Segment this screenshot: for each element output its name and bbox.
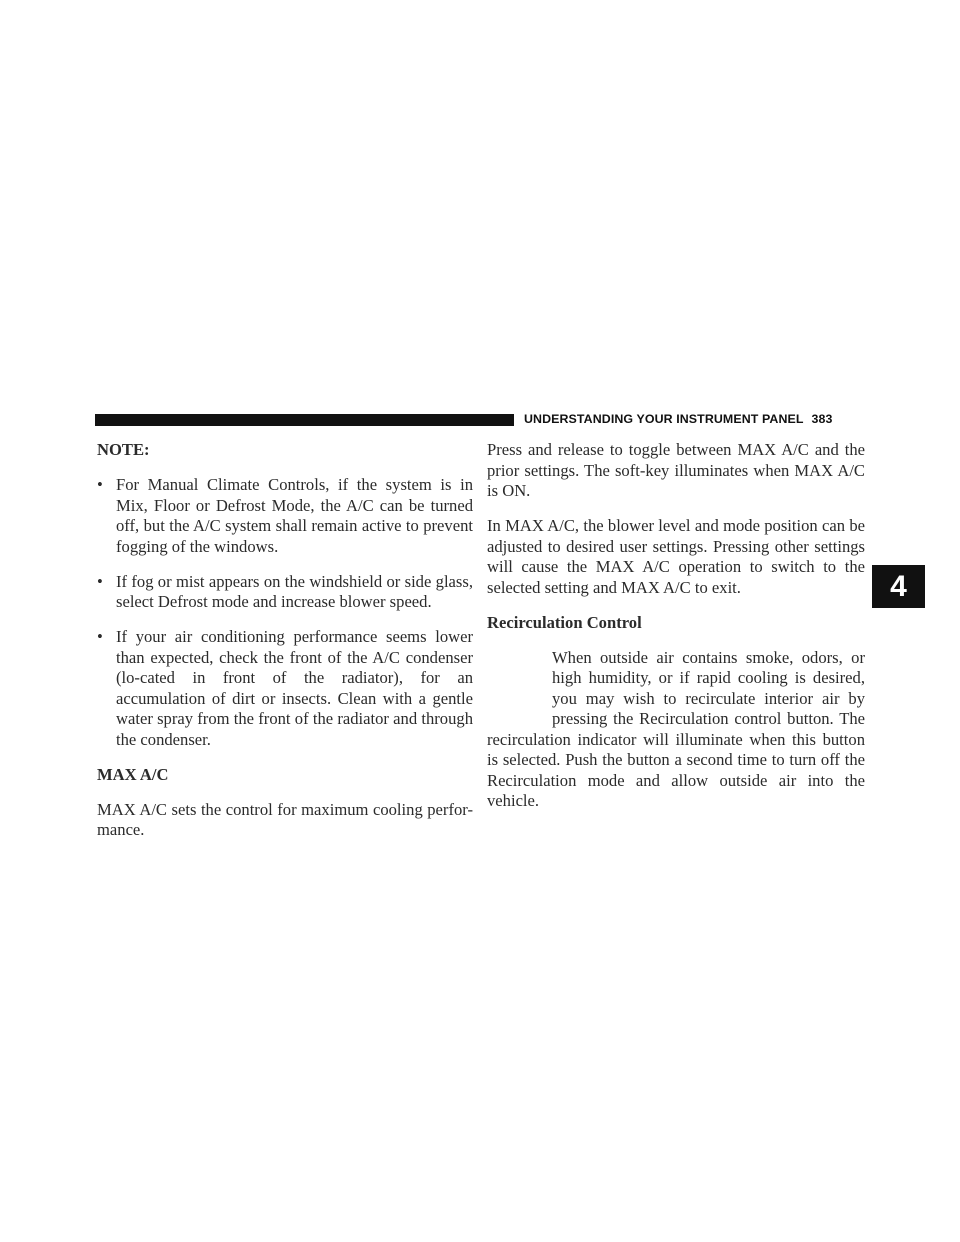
max-ac-settings-paragraph: In MAX A/C, the blower level and mode position can be adjusted to desired user settings. Pressing other settings will cause the MAX A/C operation to switch to the selected setting and MAX A/C to exit. (487, 516, 865, 597)
bullet-text: If your air conditioning performance seems lower than expected, check the front of the A/C condenser (lo-cated in front of the radiator), for an accumulation of dirt or insects. Clean with a gentle water spray from the front of the radiator and through the condenser. (116, 627, 473, 749)
max-ac-paragraph: MAX A/C sets the control for maximum cooling perfor-mance. (97, 799, 473, 839)
note-heading: NOTE: (97, 440, 150, 459)
bullet-item (97, 572, 473, 613)
left-column (97, 440, 473, 855)
note-bullet-list (97, 475, 473, 750)
bullet-text: For Manual Climate Controls, if the system is in Mix, Floor or Defrost Mode, the A/C can be turned off, but the A/C system shall remain active to prevent fogging of the windows. (116, 475, 473, 556)
bullet-icon: • (97, 475, 103, 494)
chapter-tab: 4 (872, 565, 925, 608)
bullet-item (97, 475, 473, 557)
bullet-item (97, 627, 473, 750)
bullet-icon: • (97, 571, 103, 591)
recirculation-heading: Recirculation Control (487, 612, 642, 632)
right-column (487, 440, 865, 812)
running-header (524, 412, 864, 426)
max-ac-toggle-paragraph: Press and release to toggle between MAX A/C and the prior settings. The soft-key illuminates when MAX A/C is ON. (487, 440, 865, 500)
max-ac-heading: MAX A/C (97, 764, 169, 784)
bullet-text: If fog or mist appears on the windshield or side glass, select Defrost mode and increase blower speed. (116, 571, 473, 611)
recirculation-icon-placeholder (487, 648, 552, 728)
page-number: 383 (811, 412, 833, 426)
recirculation-block (487, 648, 865, 812)
header-rule (95, 414, 514, 426)
section-title: UNDERSTANDING YOUR INSTRUMENT PANEL (524, 412, 804, 426)
bullet-icon: • (97, 627, 103, 646)
recirculation-paragraph: When outside air contains smoke, odors, or high humidity, or if rapid cooling is desired, you may wish to recirculate interior air by pressing the Recirculation control button. The recirculation indicator will illuminate when this button is selected. Push the button a second time to turn off the Recirculation mode and allow outside air into the vehicle. (487, 647, 865, 810)
